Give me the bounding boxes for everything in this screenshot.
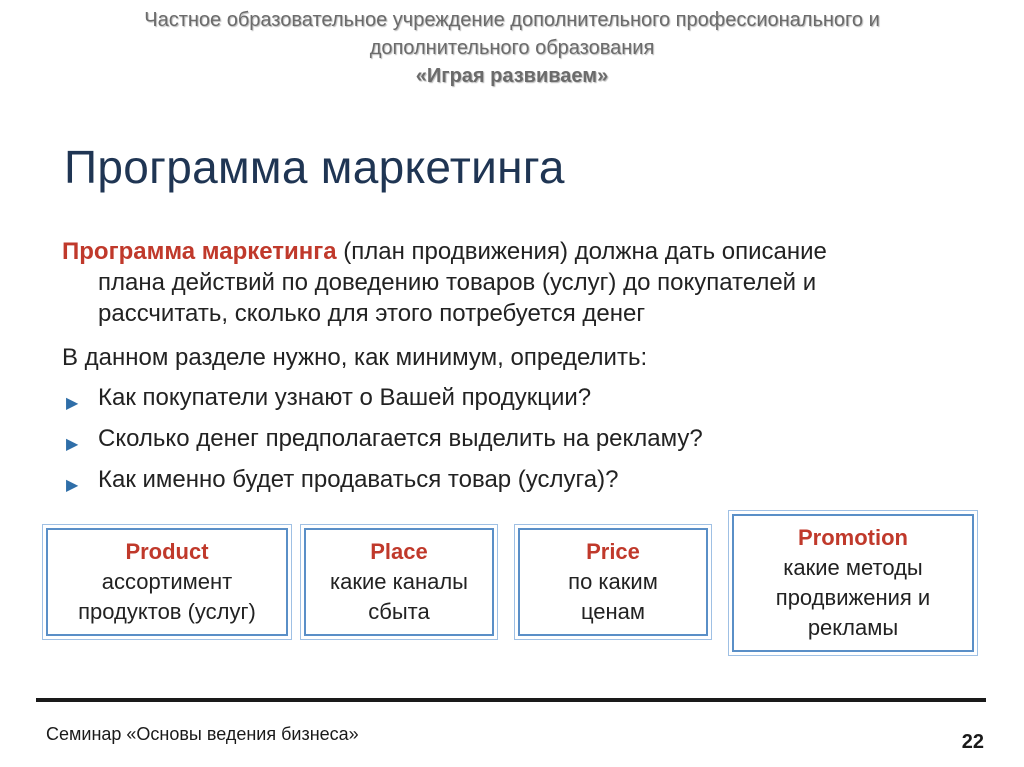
- header-line-3: «Играя развиваем»: [415, 65, 609, 87]
- box-line: какие каналы: [330, 569, 468, 594]
- box-promotion: [732, 514, 974, 652]
- box-title: Promotion: [798, 525, 908, 550]
- definition-line-1: (план продвижения) должна дать описание: [336, 238, 827, 265]
- definition-line-3: рассчитать, сколько для этого потребуется денег: [98, 300, 646, 327]
- box-line: по каким: [568, 569, 658, 594]
- triangle-bullet-icon: ▶: [66, 477, 79, 494]
- header-line-2: дополнительного образования: [369, 37, 655, 59]
- list-item: [66, 382, 703, 423]
- question-list: [66, 382, 703, 505]
- list-item-text: Как именно будет продаваться товар (услуга)?: [98, 466, 619, 493]
- list-item-text: Как покупатели узнают о Вашей продукции?: [98, 384, 592, 411]
- slide-title: Программа маркетинга: [64, 141, 565, 193]
- definition-term: Программа маркетинга: [62, 238, 337, 265]
- list-item: [66, 464, 703, 505]
- box-line: рекламы: [807, 615, 899, 640]
- institution-header: [0, 6, 1024, 90]
- box-title: Product: [125, 539, 209, 564]
- box-line: продвижения и: [775, 585, 931, 610]
- box-line: сбыта: [368, 599, 430, 624]
- box-price: [518, 528, 708, 636]
- list-item-text: Сколько денег предполагается выделить на рекламу?: [98, 425, 703, 452]
- box-line: ассортимент: [101, 569, 233, 594]
- definition-paragraph: [62, 236, 982, 329]
- intro-text: В данном разделе нужно, как минимум, определить:: [62, 344, 648, 371]
- box-product: [46, 528, 288, 636]
- box-line: ценам: [580, 599, 646, 624]
- box-title: Price: [586, 539, 640, 564]
- footer-seminar: Семинар «Основы ведения бизнеса»: [46, 724, 359, 744]
- box-title: Place: [370, 539, 428, 564]
- box-place: [304, 528, 494, 636]
- header-line-1: Частное образовательное учреждение дополнительного профессионального и: [144, 9, 880, 31]
- footer-divider: [36, 698, 986, 702]
- triangle-bullet-icon: ▶: [66, 395, 79, 412]
- box-line: продуктов (услуг): [78, 599, 256, 624]
- box-line: какие методы: [783, 555, 923, 580]
- list-item: [66, 423, 703, 464]
- triangle-bullet-icon: ▶: [66, 436, 79, 453]
- page-number: 22: [961, 731, 984, 753]
- definition-line-2: плана действий по доведению товаров (услуг) до покупателей и: [98, 269, 817, 296]
